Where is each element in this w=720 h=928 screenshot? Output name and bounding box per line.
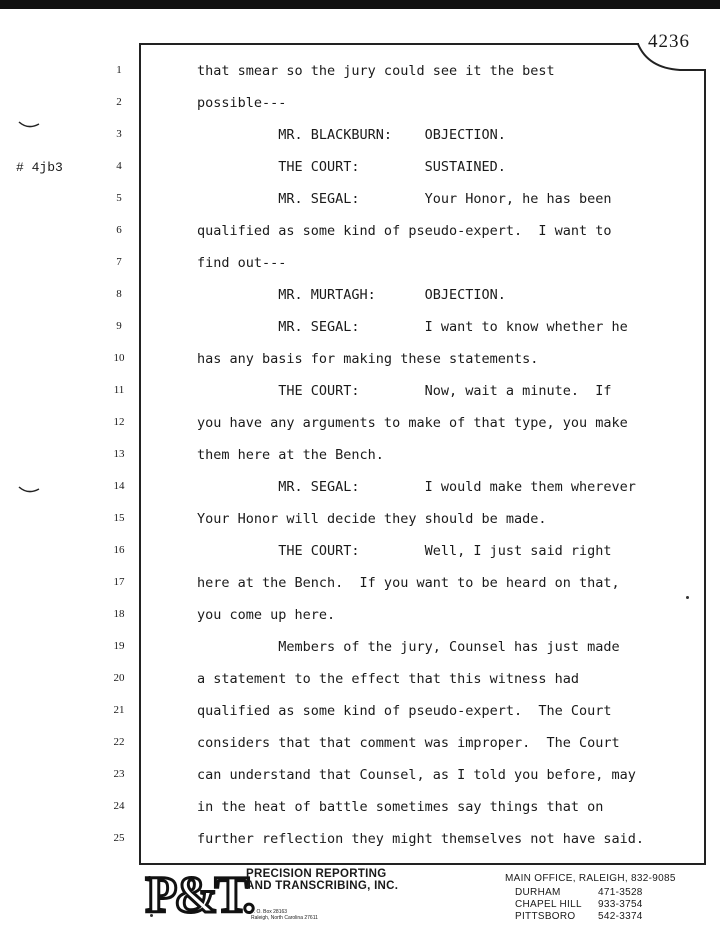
office-city: CHAPEL HILL (515, 899, 582, 910)
line-number: 11 (113, 384, 125, 396)
office-phone: 471-3528 (598, 887, 643, 898)
transcript-line: qualified as some kind of pseudo-expert. I want to (197, 223, 612, 239)
transcript-line: possible--- (197, 95, 287, 111)
office-city: DURHAM (515, 887, 561, 898)
transcript-line: here at the Bench. If you want to be heard on that, (197, 575, 620, 591)
transcript-line: MR. MURTAGH: OBJECTION. (197, 287, 506, 303)
line-number: 8 (116, 288, 122, 300)
line-number: 22 (113, 736, 125, 748)
transcript-line: you have any arguments to make of that type, you make (197, 415, 628, 431)
line-number: 14 (113, 480, 125, 492)
line-number: 19 (113, 640, 125, 652)
pt-logo (145, 866, 253, 924)
line-number: 6 (116, 224, 122, 236)
line-number: 16 (113, 544, 125, 556)
transcript-line: a statement to the effect that this witness had (197, 671, 580, 687)
transcript-line: MR. SEGAL: I would make them wherever (197, 479, 636, 495)
line-number: 4 (116, 160, 122, 172)
page-frame-bottom (139, 863, 706, 865)
page-frame-right (704, 70, 706, 865)
page-frame-top (139, 43, 639, 45)
margin-annotation: # 4jb3 (16, 160, 63, 175)
line-number: 5 (116, 192, 122, 204)
company-name-line1: PRECISION REPORTING (246, 868, 387, 880)
transcript-line: that smear so the jury could see it the best (197, 63, 555, 79)
office-city: PITTSBORO (515, 911, 576, 922)
transcript-line: Your Honor will decide they should be made. (197, 511, 547, 527)
line-number: 3 (116, 128, 122, 140)
transcript-line: can understand that Counsel, as I told you before, may (197, 767, 636, 783)
office-phone: 542-3374 (598, 911, 643, 922)
transcript-line: THE COURT: SUSTAINED. (197, 159, 506, 175)
line-number: 7 (116, 256, 122, 268)
transcript-line: you come up here. (197, 607, 336, 623)
line-number: 1 (116, 64, 122, 76)
scan-speck (686, 596, 689, 599)
line-number: 10 (113, 352, 125, 364)
transcript-line: THE COURT: Now, wait a minute. If (197, 383, 612, 399)
page-number: 4236 (648, 31, 690, 52)
transcript-line: MR. SEGAL: I want to know whether he (197, 319, 628, 335)
line-number: 20 (113, 672, 125, 684)
page-frame-left (139, 43, 141, 865)
margin-tick-mark (18, 485, 40, 495)
transcript-line: MR. BLACKBURN: OBJECTION. (197, 127, 506, 143)
transcript-line: find out--- (197, 255, 287, 271)
office-phone: 933-3754 (598, 899, 643, 910)
line-number: 24 (113, 800, 125, 812)
transcript-line: them here at the Bench. (197, 447, 384, 463)
transcript-line: Members of the jury, Counsel has just made (197, 639, 620, 655)
po-box: P. O. Box 28163 (251, 909, 288, 915)
line-number: 17 (113, 576, 125, 588)
line-number: 25 (113, 832, 125, 844)
line-number: 12 (113, 416, 125, 428)
line-number: 13 (113, 448, 125, 460)
main-office: MAIN OFFICE, RALEIGH, 832-9085 (505, 873, 676, 884)
line-number: 15 (113, 512, 125, 524)
transcript-line: considers that that comment was improper. The Court (197, 735, 620, 751)
transcript-line: in the heat of battle sometimes say things that on (197, 799, 604, 815)
company-city: Raleigh, North Carolina 27611 (251, 915, 318, 921)
transcript-line: MR. SEGAL: Your Honor, he has been (197, 191, 612, 207)
company-name-line2: AND TRANSCRIBING, INC. (246, 880, 399, 892)
transcript-line: has any basis for making these statements. (197, 351, 539, 367)
line-number: 21 (113, 704, 125, 716)
margin-tick-mark (18, 120, 40, 130)
transcript-line: further reflection they might themselves not have said. (197, 831, 645, 847)
logo-lettering: P&T. (145, 867, 253, 924)
line-number: 23 (113, 768, 125, 780)
transcript-line: THE COURT: Well, I just said right (197, 543, 612, 559)
line-number: 2 (116, 96, 122, 108)
transcript-line: qualified as some kind of pseudo-expert. The Court (197, 703, 612, 719)
line-number: 18 (113, 608, 125, 620)
top-border-rule (0, 0, 720, 9)
line-number: 9 (116, 320, 122, 332)
